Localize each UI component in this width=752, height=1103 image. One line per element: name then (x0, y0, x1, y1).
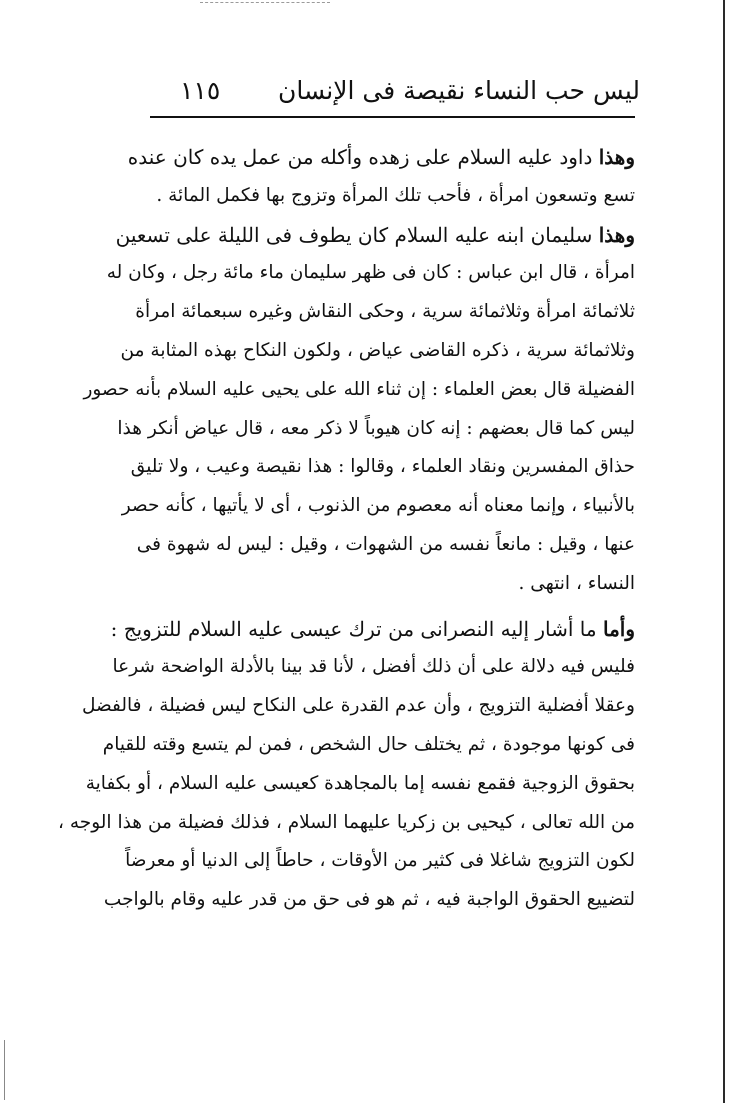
text-line: امرأة ، قال ابن عباس : كان فى ظهر سليمان ماء مائة رجل ، وكان له (106, 262, 635, 284)
page-body (58, 138, 635, 920)
text-line: وعقلا أفضلية التزويج ، وأن عدم القدرة على النكاح ليس فضيلة ، فالفضل (81, 695, 635, 717)
page-header (160, 70, 640, 116)
text-line: بحقوق الزوجية فقمع نفسه إما بالمجاهدة كعيسى عليه السلام ، أو بكفاية (85, 772, 635, 794)
text-line (110, 610, 635, 649)
line-text: داود عليه السلام على زهده وأكله من عمل يده كان عنده (127, 145, 593, 169)
text-line: لتضييع الحقوق الواجبة فيه ، ثم هو فى حق من قدر عليه وقام بالواجب (103, 889, 635, 911)
text-line: النساء ، انتهى . (518, 572, 635, 594)
text-line: وثلاثمائة سرية ، ذكره القاضى عياض ، ولكون النكاح بهذه المثابة من (120, 339, 635, 361)
text-line: لكون التزويج شاغلا فى كثير من الأوقات ، حاطاً إلى الدنيا أو معرضاً (125, 850, 635, 872)
text-line (127, 138, 635, 177)
page-left-edge (4, 1040, 5, 1100)
text-line: ليس كما قال بعضهم : إنه كان هيوباً لا ذكر معه ، قال عياض أنكر هذا (117, 417, 635, 439)
text-line: فى كونها موجودة ، ثم يختلف حال الشخص ، فمن لم يتسع وقته للقيام (102, 733, 635, 755)
paragraph-lead-word: وأما (602, 616, 635, 641)
text-line: ثلاثمائة امرأة وثلاثمائة سرية ، وحكى النقاش وغيره سبعمائة امرأة (135, 301, 635, 323)
running-title: ليس حب النساء نقيصة فى الإنسان (277, 76, 640, 105)
text-line: من الله تعالى ، كيحيى بن زكريا عليهما السلام ، فذلك فضيلة من هذا الوجه ، (58, 811, 635, 833)
text-line: الفضيلة قال بعض العلماء : إن ثناء الله على يحيى عليه السلام بأنه حصور (83, 378, 635, 400)
page-top-edge (200, 2, 330, 5)
line-text: ما أشار إليه النصرانى من ترك عيسى عليه السلام للتزويج : (110, 616, 597, 641)
text-line: عنها ، وقيل : مانعاً نفسه من الشهوات ، وقيل : ليس له شهوة فى (136, 533, 635, 555)
text-line (115, 216, 635, 255)
paragraph-lead-word: وهذا (598, 222, 635, 247)
line-text: سليمان ابنه عليه السلام كان يطوف فى الليلة على تسعين (115, 222, 593, 247)
paragraph-lead-word: وهذا (598, 145, 635, 169)
text-line: حذاق المفسرين ونقاد العلماء ، وقالوا : هذا نقيصة وعيب ، ولا تليق (130, 456, 635, 478)
paragraph (127, 138, 635, 216)
page-number: ١١٥ (180, 76, 221, 105)
paragraph (58, 610, 635, 920)
text-line: فليس فيه دلالة على أن ذلك أفضل ، لأنا قد بينا بالأدلة الواضحة شرعا (112, 656, 635, 678)
text-line: تسع وتسعون امرأة ، فأحب تلك المرأة وتزوج بها فكمل المائة . (156, 184, 635, 206)
paragraph (83, 216, 635, 604)
binding-edge-line (723, 0, 725, 1103)
text-line: بالأنبياء ، وإنما معناه أنه معصوم من الذنوب ، أى لا يأتيها ، كأنه حصر (121, 495, 635, 517)
header-rule (150, 116, 635, 118)
